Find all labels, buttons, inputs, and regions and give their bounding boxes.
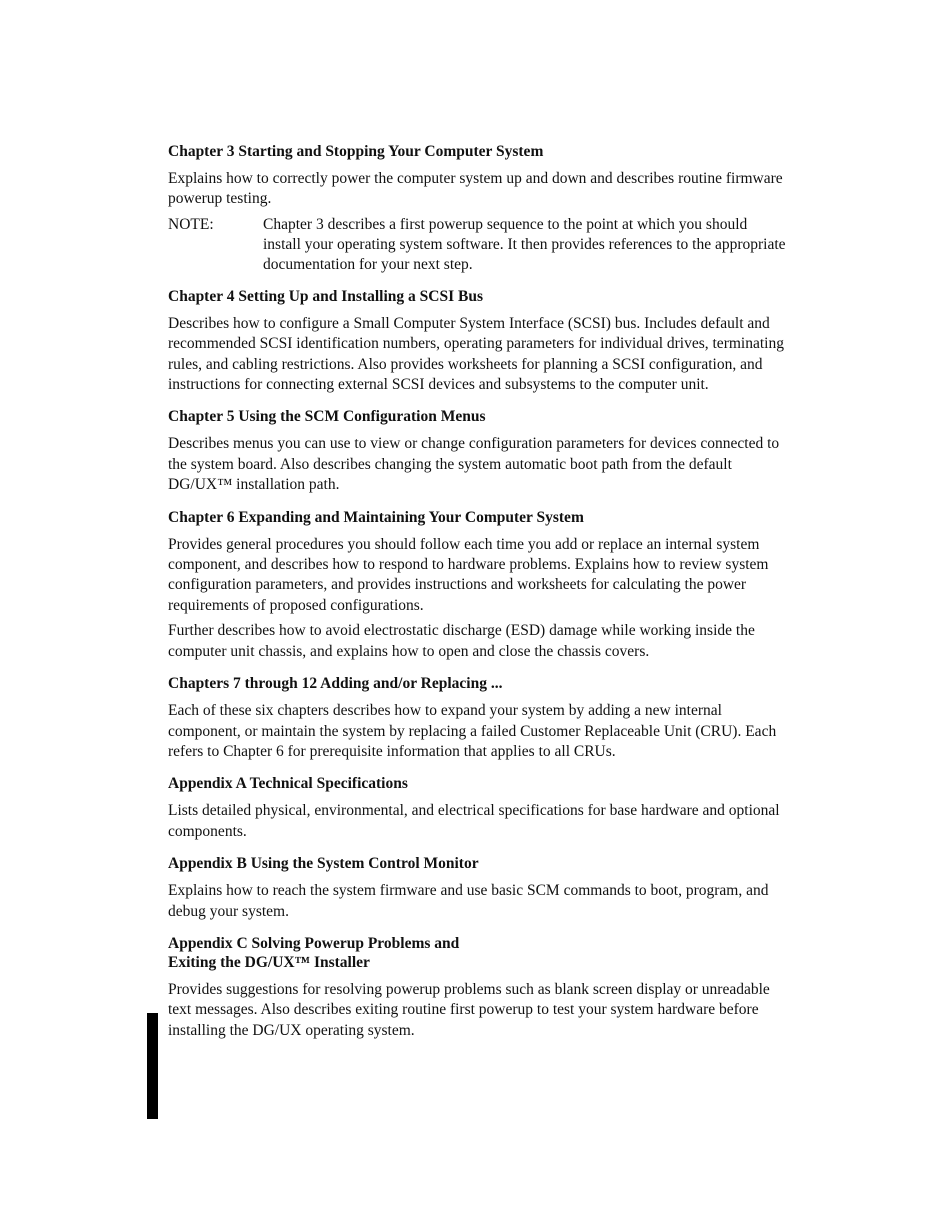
section-heading: Appendix A Technical Specifications (168, 775, 408, 793)
section-heading: Appendix B Using the System Control Monitor (168, 855, 479, 873)
section-paragraph: Further describes how to avoid electrostatic discharge (ESD) damage while working inside the computer unit chassis, and explains how to open and close the chassis covers. (168, 622, 755, 660)
section-heading-line-2: Exiting the DG/UX™ Installer (168, 953, 370, 971)
section-chapter-4 (168, 287, 788, 396)
section-chapter-3 (168, 142, 788, 275)
revision-change-bar (147, 1013, 158, 1119)
section-paragraph: Provides suggestions for resolving powerup problems such as blank screen display or unreadable text messages. Also describes exiting routine first powerup to test your system hardware before installing the DG/UX operating system. (168, 980, 770, 1039)
section-paragraph: Provides general procedures you should follow each time you add or replace an internal system component, and describes how to respond to hardware problems. Explains how to review system configuration parameters, and provides instructions and worksheets for calculating the power requirements of proposed configurations. (168, 535, 769, 614)
section-chapter-5 (168, 407, 788, 495)
note-text: Chapter 3 describes a first powerup sequence to the point at which you should install your operating system software. It then provides references to the appropriate documentation for your next step. (263, 215, 786, 273)
note-label: NOTE: (168, 215, 214, 233)
section-chapter-6 (168, 508, 788, 662)
section-heading: Chapters 7 through 12 Adding and/or Replacing ... (168, 675, 503, 693)
section-paragraph: Lists detailed physical, environmental, and electrical specifications for base hardware and optional components. (168, 802, 780, 840)
section-heading-line-1: Appendix C Solving Powerup Problems and (168, 934, 460, 952)
section-appendix-c (168, 934, 788, 1041)
document-body (168, 142, 788, 1053)
section-appendix-b (168, 854, 788, 922)
section-paragraph: Describes menus you can use to view or change configuration parameters for devices connected to the system board. Also describes changing the system automatic boot path from the default DG/UX™ installation path. (168, 435, 780, 494)
section-chapters-7-12 (168, 674, 788, 762)
section-paragraph: Explains how to correctly power the computer system up and down and describes routine firmware powerup testing. (168, 170, 783, 208)
note-block (168, 215, 788, 275)
section-heading: Chapter 3 Starting and Stopping Your Computer System (168, 143, 544, 160)
section-heading: Chapter 4 Setting Up and Installing a SCSI Bus (168, 287, 483, 305)
section-heading: Chapter 6 Expanding and Maintaining Your Computer System (168, 508, 584, 526)
section-paragraph: Describes how to configure a Small Computer System Interface (SCSI) bus. Includes default and recommended SCSI identification numbers, operating parameters for individual drives, terminating rules, and cabling restrictions. Also provides worksheets for planning a SCSI configuration, and instructions for connecting external SCSI devices and subsystems to the computer unit. (168, 314, 784, 394)
section-paragraph: Explains how to reach the system firmware and use basic SCM commands to boot, program, and debug your system. (168, 882, 769, 920)
section-heading: Chapter 5 Using the SCM Configuration Menus (168, 408, 486, 426)
section-paragraph: Each of these six chapters describes how to expand your system by adding a new internal component, or maintain the system by replacing a failed Customer Replaceable Unit (CRU). Each refers to Chapter 6 for prerequisite information that applies to all CRUs. (168, 702, 777, 760)
section-appendix-a (168, 774, 788, 842)
